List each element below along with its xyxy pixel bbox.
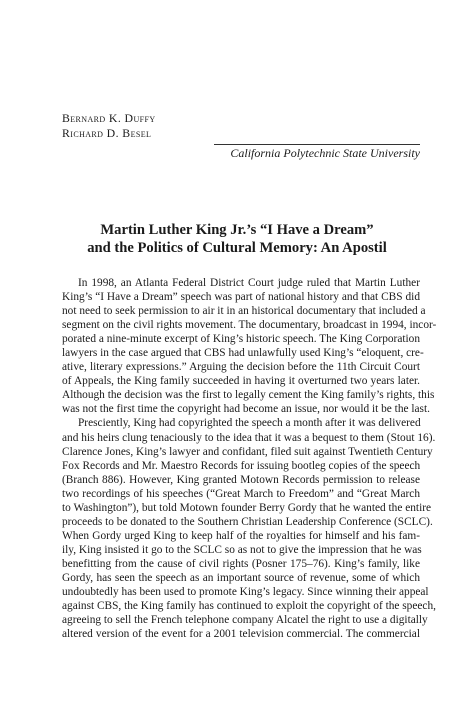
author-name: Richard D. Besel	[62, 126, 152, 140]
title-line: and the Politics of Cultural Memory: An Apostil	[87, 240, 387, 256]
text-line: to Washington”), but told Motown founder Berry Gordy that he wanted the entire	[62, 501, 432, 514]
text-line: ily, King insisted it go to the SCLC so as not to give the impression that he was	[62, 543, 422, 556]
text-line: benefitting from the cause of civil rights (Posner 175–76). King’s family, like	[62, 557, 420, 570]
affiliation: California Polytechnic State University	[230, 146, 420, 160]
author-name: Bernard K. Duffy	[62, 111, 156, 125]
text-line: In 1998, an Atlanta Federal District Court judge ruled that Martin Luther	[78, 277, 420, 289]
text-line: ative, literary expressions.” Arguing the decision before the 11th Circuit Court	[62, 361, 420, 374]
text-line: two recordings of his speeches (“Great March to Freedom” and “Great March	[62, 487, 420, 500]
article-title	[40, 221, 434, 257]
text-line: Presciently, King had copyrighted the speech a month after it was delivered	[78, 417, 421, 430]
text-line: Clarence Jones, King’s lawyer and confidant, filed suit against Twentieth Century	[62, 445, 433, 458]
paragraph	[62, 276, 437, 416]
text-line: (Branch 886). However, King granted Motown Records permission to release	[62, 473, 420, 486]
header-rule	[214, 144, 420, 145]
text-line: porated a nine-minute excerpt of King’s historic speech. The King Corporation	[62, 333, 420, 346]
text-line: Gordy, has seen the speech as an important source of revenue, some of which	[62, 571, 420, 584]
paragraph	[62, 416, 436, 641]
text-line: segment on the civil rights movement. The documentary, broadcast in 1994, incor-	[62, 319, 437, 332]
text-line: of Appeals, the King family succeeded in having it overturned two years later.	[62, 375, 420, 388]
text-line: and his heirs clung tenaciously to the idea that it was a bequest to them (Stout 16).	[62, 431, 436, 444]
article-body	[62, 276, 437, 641]
text-line: Although the decision was the first to legally cement the King family’s rights, this	[62, 389, 435, 402]
text-line: altered version of the event for a 2001 television commercial. The commercial	[62, 628, 420, 641]
text-line: undoubtedly has been used to promote King’s legacy. Since winning their appeal	[62, 586, 429, 599]
text-line: proceeds to be donated to the Southern Christian Leadership Conference (SCLC).	[62, 515, 433, 528]
author-block	[62, 111, 156, 141]
text-line: When Gordy urged King to keep half of the royalties for himself and his fam-	[62, 529, 420, 542]
text-line: agreeing to sell the French telephone company Alcatel the right to use a digitally	[62, 614, 428, 627]
text-line: not need to seek permission to air it in an historical documentary that included a	[62, 305, 426, 318]
title-line: Martin Luther King Jr.’s “I Have a Dream”	[100, 222, 374, 238]
text-line: against CBS, the King family has continued to exploit the copyright of the speech,	[62, 600, 436, 613]
text-line: lawyers in the case argued that CBS had unlawfully used King’s “eloquent, cre-	[62, 347, 424, 360]
text-line: King’s “I Have a Dream” speech was part of national history and that CBS did	[62, 291, 420, 304]
text-line: was not the first time the copyright had become an issue, nor would it be the last.	[62, 403, 430, 416]
text-line: Fox Records and Mr. Maestro Records for issuing bootleg copies of the speech	[62, 459, 421, 472]
